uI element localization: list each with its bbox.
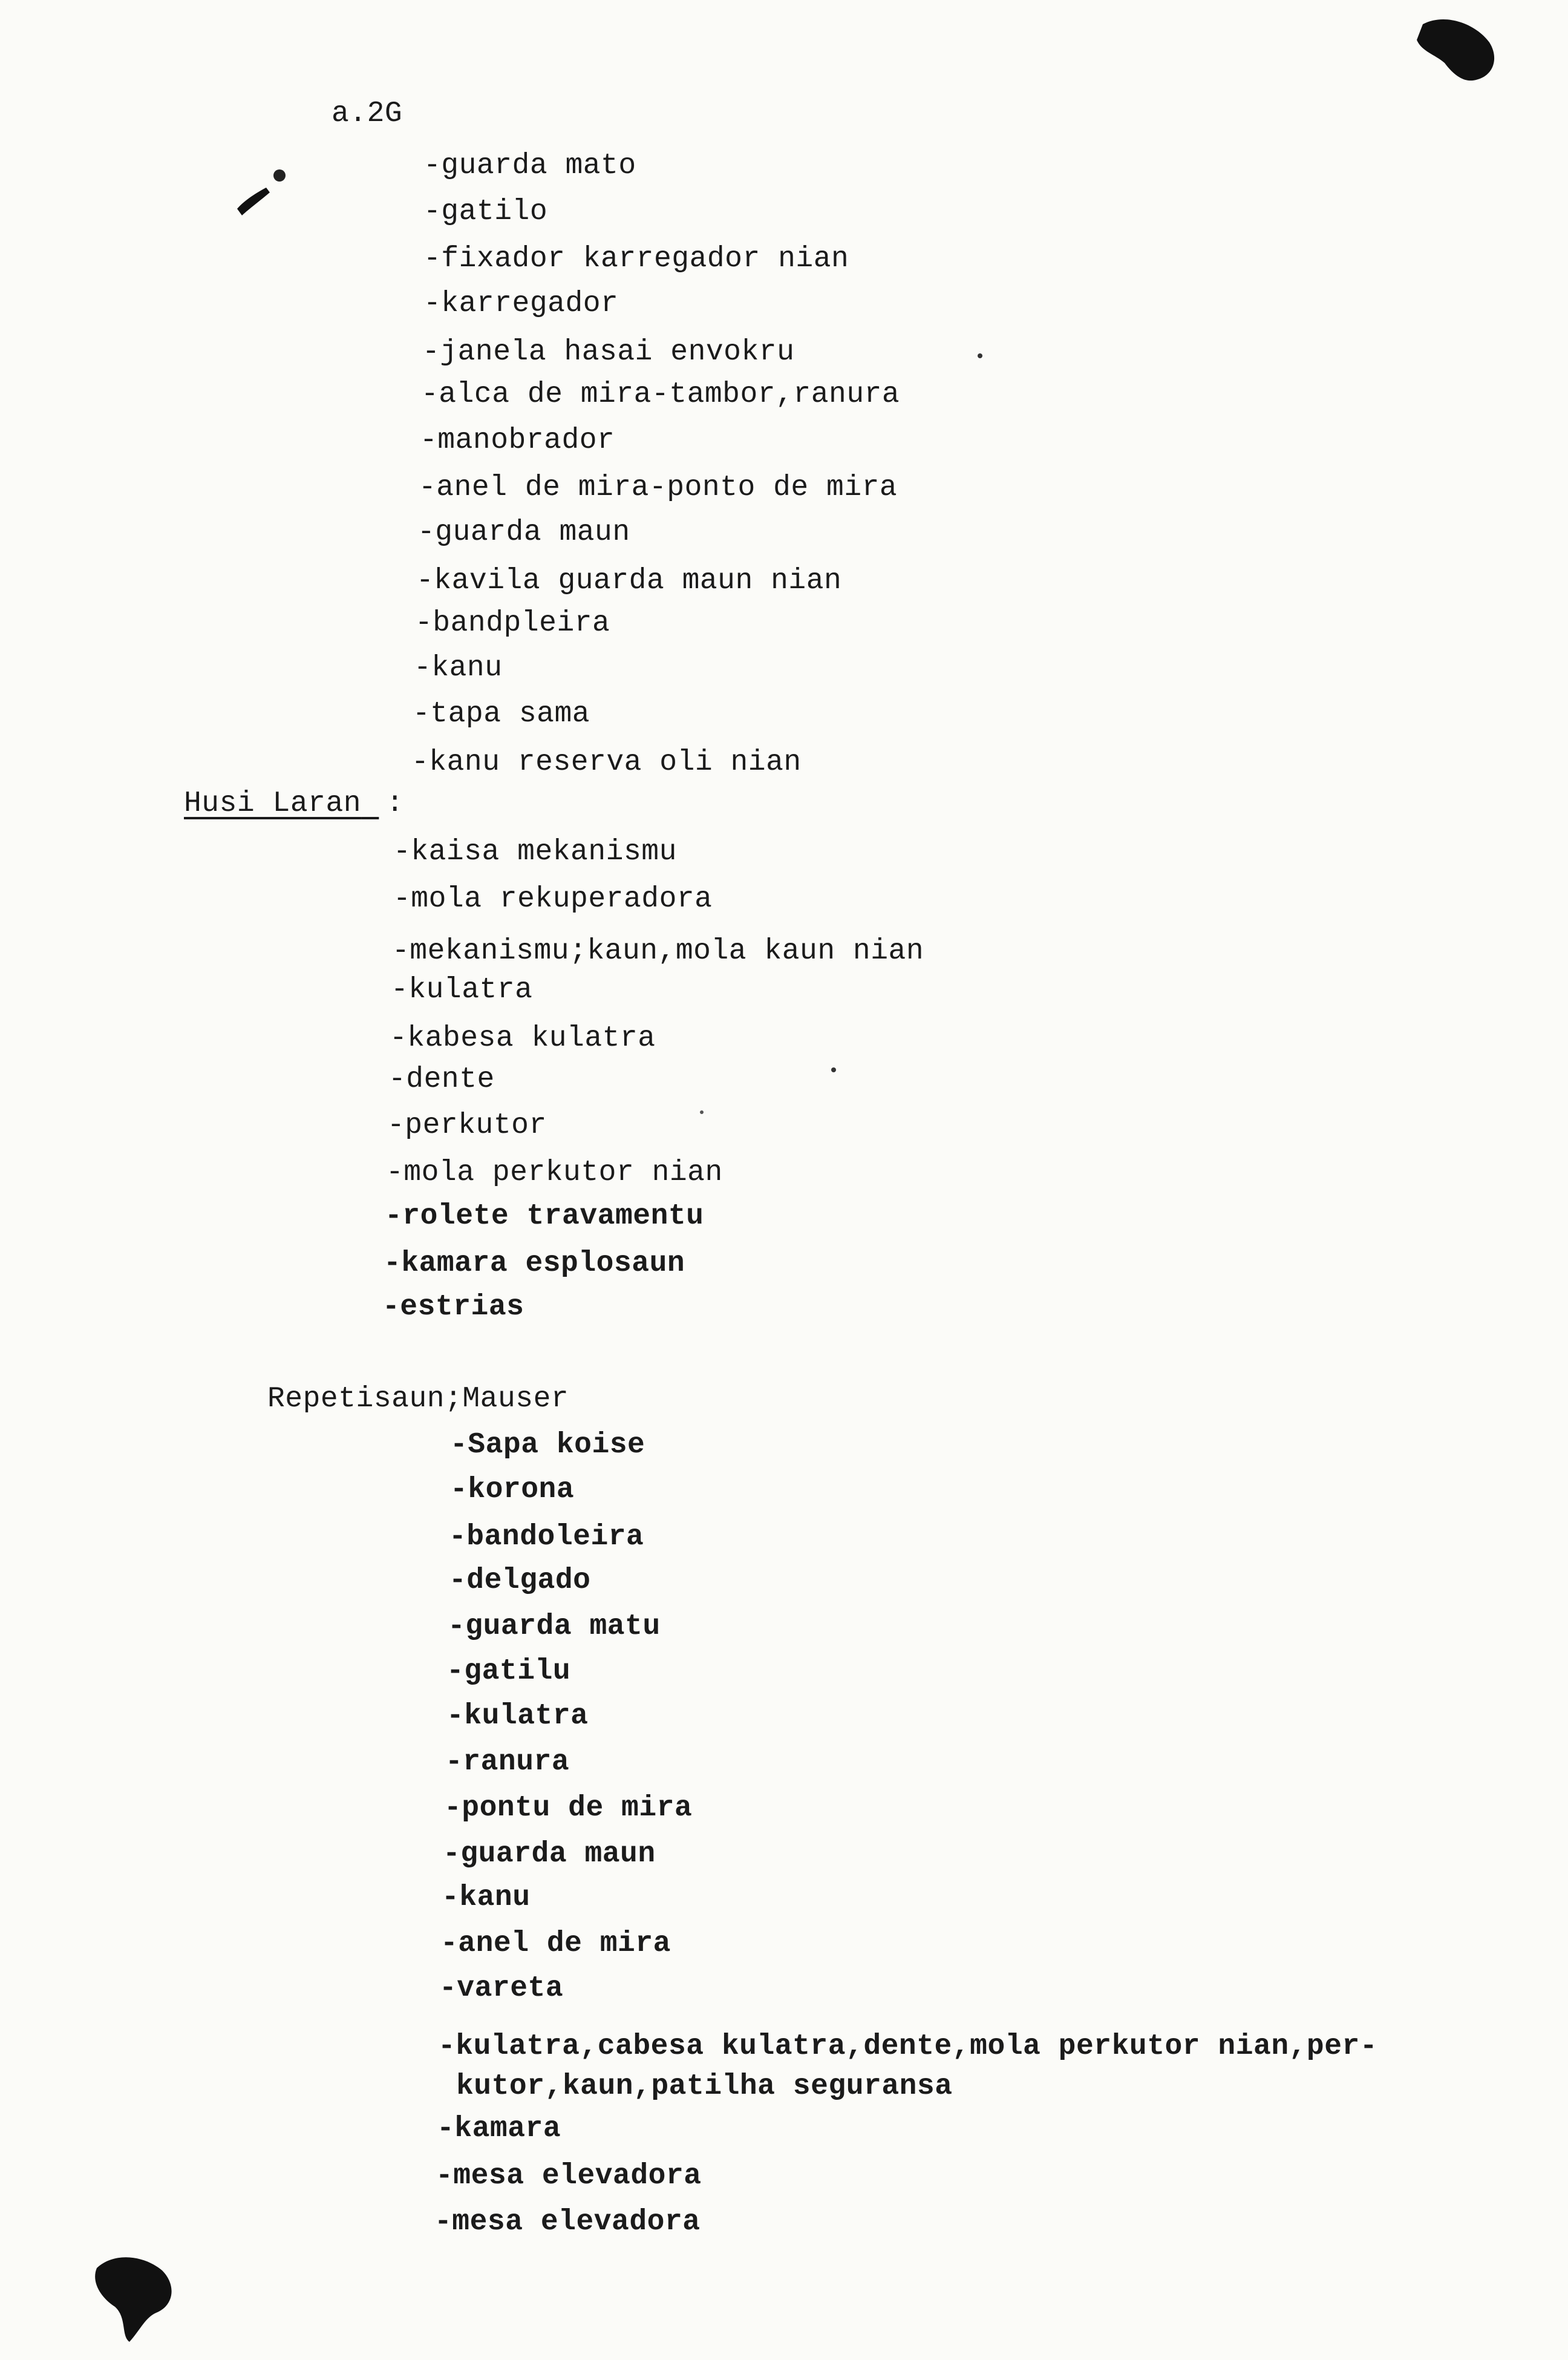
list-item: -kanu [414, 652, 503, 684]
list-item: -rolete travamentu [385, 1200, 704, 1233]
list-item: -mekanismu;kaun,mola kaun nian [392, 935, 924, 968]
list-item: -guarda maun [417, 516, 630, 549]
list-item: -alca de mira-tambor,ranura [421, 378, 900, 411]
ink-blot-top-right [1417, 19, 1494, 80]
list-item: -gatilo [423, 195, 548, 228]
list-item: -mola rekuperadora [393, 883, 713, 916]
list-item: -dente [388, 1063, 495, 1096]
list-item: -Sapa koise [450, 1429, 645, 1461]
ink-speck [831, 1067, 836, 1072]
ink-speck [978, 353, 982, 358]
list-item: -tapa sama [413, 698, 590, 730]
list-item: -bandpleira [415, 607, 610, 640]
list-item: -guarda maun [443, 1838, 656, 1870]
list-item: -kulatra [391, 974, 533, 1006]
list-item: -kanu reserva oli nian [411, 746, 802, 779]
list-item: -janela hasai envokru [422, 336, 795, 369]
list-item: -perkutor [387, 1109, 547, 1142]
section-heading-text: Husi Laran [184, 787, 362, 820]
list-item: -kamara esplosaun [384, 1247, 685, 1280]
ink-speck [700, 1110, 704, 1114]
list-item: -kamara [437, 2113, 561, 2145]
list-item: -korona [450, 1473, 575, 1506]
list-item: -fixador karregador nian [423, 243, 849, 275]
list-item: -guarda mato [423, 149, 636, 182]
list-item: -kulatra [446, 1700, 589, 1732]
list-item: -anel de mira [440, 1927, 671, 1960]
list-item: -kavila guarda maun nian [416, 565, 842, 597]
list-item: -kanu [442, 1881, 531, 1914]
list-item: -mola perkutor nian [386, 1156, 723, 1189]
list-item: -bandoleira [449, 1521, 644, 1553]
list-item: -vareta [439, 1972, 564, 2005]
list-item: -karregador [423, 287, 619, 320]
ink-speck [273, 169, 286, 182]
list-item: -guarda matu [448, 1610, 661, 1643]
list-item: -kabesa kulatra [390, 1022, 656, 1055]
list-item: -pontu de mira [444, 1792, 693, 1824]
heading-colon: : [386, 787, 404, 820]
ink-blot-bottom-left [95, 2257, 171, 2342]
page-reference: a.2G [332, 97, 403, 130]
list-item: -kaisa mekanismu [393, 836, 677, 868]
list-item: -ranura [445, 1746, 570, 1778]
list-item: -manobrador [420, 424, 615, 457]
list-item: -kulatra,cabesa kulatra,dente,mola perkutor nian,per- [438, 2030, 1378, 2063]
list-item: -anel de mira-ponto de mira [419, 471, 898, 504]
list-item-continuation: kutor,kaun,patilha seguransa [456, 2070, 953, 2103]
list-item: -mesa elevadora [436, 2160, 702, 2192]
list-item: -estrias [382, 1291, 524, 1323]
ink-mark-left [237, 188, 270, 215]
list-item: -delgado [449, 1564, 591, 1597]
list-item: -gatilu [446, 1655, 571, 1688]
section-heading-repetition: Repetisaun;Mauser [267, 1383, 569, 1415]
list-item: -mesa elevadora [434, 2206, 701, 2238]
